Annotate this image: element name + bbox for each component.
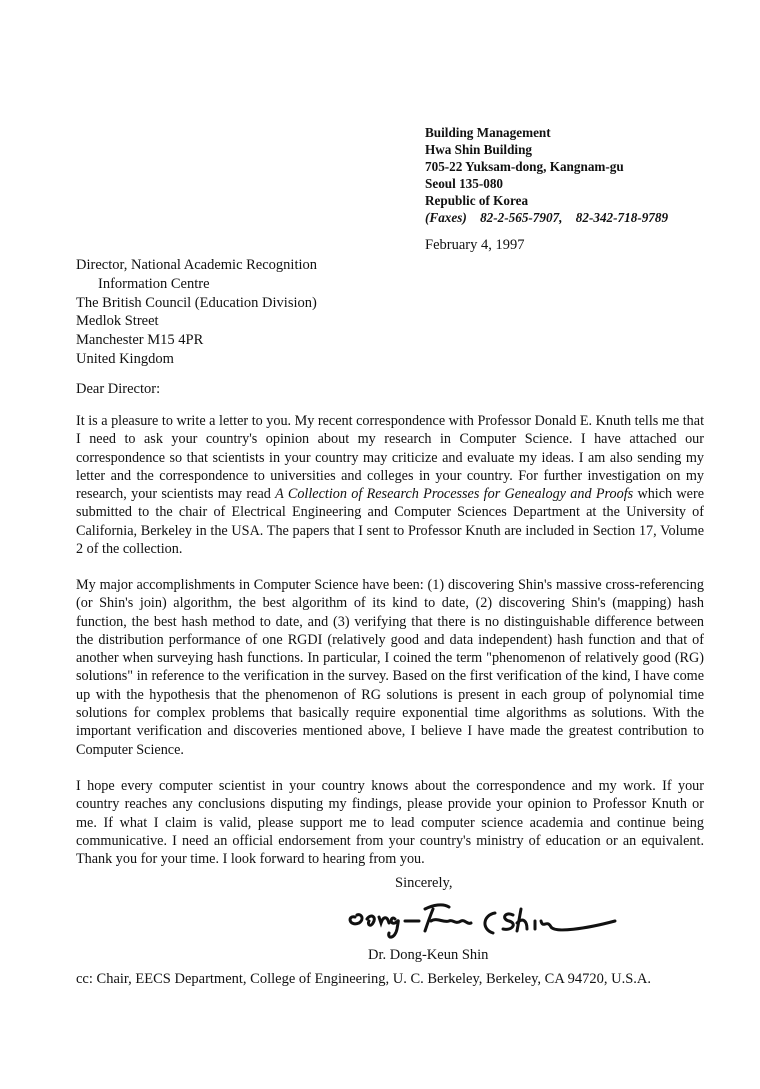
closing: Sincerely, <box>395 875 453 891</box>
paragraph-text: It is a pleasure to write a letter to you. My recent correspondence with Professor Donald E. Knuth tells me that I need to ask your country's opinion about my research in Computer Science. I have attached our correspondence so that scientists in your country may criticize and evaluate my ideas. I am also sending my letter and the correspondence to universities and colleges in your country. For further investigation on my research, your scientists may read <box>76 413 705 503</box>
fax-number-1: 82-2-565-7907, <box>480 210 563 225</box>
recipient-address-block <box>76 256 317 369</box>
fax-number-2: 82-342-718-9789 <box>575 210 669 225</box>
recipient-line: Medlok Street <box>76 313 159 330</box>
recipient-line: The British Council (Education Division) <box>76 294 317 311</box>
sender-line: Hwa Shin Building <box>425 142 533 157</box>
fax-numbers <box>425 209 678 226</box>
sender-address-block <box>425 124 678 226</box>
recipient-line: Information Centre <box>98 275 210 292</box>
letter-date: February 4, 1997 <box>425 237 525 253</box>
recipient-line: Manchester M15 4PR <box>76 332 204 349</box>
salutation: Dear Director: <box>76 381 161 397</box>
sender-line: 705-22 Yuksam-dong, Kangnam-gu <box>425 159 624 174</box>
body-paragraph-1 <box>76 412 704 558</box>
sender-line: Building Management <box>425 125 551 140</box>
signature-icon <box>345 895 625 945</box>
body-paragraph-3: I hope every computer scientist in your country knows about the correspondence and my work. If your country reaches any conclusions disputing my findings, please provide your opinion to Professor Knuth or me. If what I claim is valid, please support me to lead computer science academia and continue being communicative. I need an official endorsement from your country's ministry of education or an equivalent. Thank you for your time. I look forward to hearing from you. <box>76 778 704 868</box>
fax-label: (Faxes) <box>425 210 467 225</box>
signer-name: Dr. Dong-Keun Shin <box>368 947 489 963</box>
sender-line: Republic of Korea <box>425 193 529 208</box>
sender-line: Seoul 135-080 <box>425 176 504 191</box>
cc-line: cc: Chair, EECS Department, College of Engineering, U. C. Berkeley, Berkeley, CA 94720, U.S.A. <box>76 971 652 987</box>
body-paragraph-2: My major accomplishments in Computer Science have been: (1) discovering Shin's massive cross-referencing (or Shin's join) algorithm, the best algorithm of its kind to date, (2) discovering Shin's (mapping) hash function, the best hash method to date, and (3) verifying that there is no distinguishable difference between the distribution performance of one RGDI (relatively good and data independent) hash function and that of another when surveying hash functions. In particular, I coined the term "phenomenon of relatively good (RG) solutions" in reference to the verification in the survey. Based on the first verification of the kind, I have come up with the hypothesis that the phenomenon of RG solutions is present in each group of polynomial time solutions for complex problems that basically require exponential time algorithms as solutions. With the important verification and discoveries mentioned above, I believe I have made the greatest contribution to Computer Science. <box>76 577 704 758</box>
recipient-line: Director, National Academic Recognition <box>76 257 318 273</box>
publication-title: A Collection of Research Processes for Genealogy and Proofs <box>275 486 634 503</box>
paragraph-text: which were submitted to the chair of Electrical Engineering and Computer Sciences Department at the University of California, Berkeley in the USA. The papers that I sent to Professor Knuth are included in Section 17, Volume 2 of the collection. <box>76 486 704 558</box>
recipient-line: United Kingdom <box>76 350 174 367</box>
